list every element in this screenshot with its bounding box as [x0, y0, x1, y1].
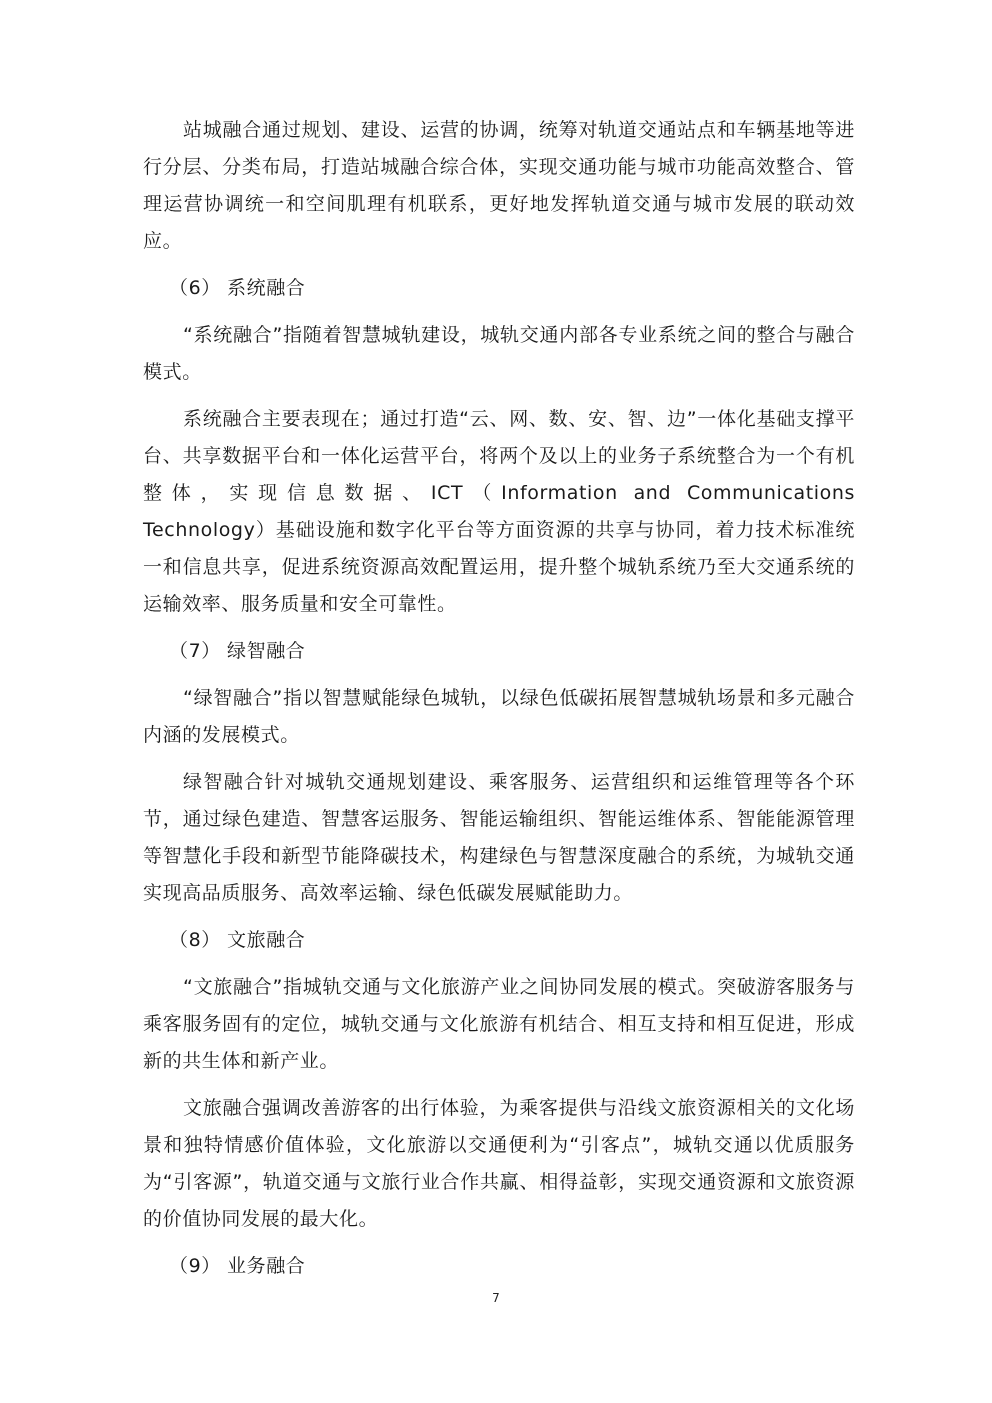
- paragraph-green-smart-definition: “绿智融合”指以智慧赋能绿色城轨，以绿色低碳拓展智慧城轨场景和多元融合内涵的发展模式。: [143, 687, 855, 746]
- section-title: 文旅融合: [227, 929, 306, 951]
- section-heading-6: [143, 270, 855, 307]
- page-body: [143, 112, 855, 1285]
- section-heading-7: [143, 633, 855, 670]
- section-heading-9: [143, 1248, 855, 1285]
- paragraph-station-city-integration: 站城融合通过规划、建设、运营的协调，统筹对轨道交通站点和车辆基地等进行分层、分类布局，打造站城融合综合体，实现交通功能与城市功能高效整合、管理运营协调统一和空间肌理有机联系，更好地发挥轨道交通与城市发展的联动效应。: [143, 119, 855, 252]
- paragraph-system-integration-definition: “系统融合”指随着智慧城轨建设，城轨交通内部各专业系统之间的整合与融合模式。: [143, 324, 855, 383]
- section-title: 绿智融合: [227, 640, 306, 662]
- page-number: 7: [492, 1291, 500, 1305]
- section-title: 系统融合: [227, 277, 306, 299]
- paragraph-system-integration-detail: 系统融合主要表现在；通过打造“云、网、数、安、智、边”一体化基础支撑平台、共享数据平台和一体化运营平台，将两个及以上的业务子系统整合为一个有机整体，实现信息数据、ICT（Information and Communications Technology）基础设施和数字化平台等方面资源的共享与协同，着力技术标准统一和信息共享，促进系统资源高效配置运用，提升整个城轨系统乃至大交通系统的运输效率、服务质量和安全可靠性。: [143, 408, 855, 615]
- section-heading-8: [143, 922, 855, 959]
- paragraph-green-smart-detail: 绿智融合针对城轨交通规划建设、乘客服务、运营组织和运维管理等各个环节，通过绿色建造、智慧客运服务、智能运输组织、智能运维体系、智能能源管理等智慧化手段和新型节能降碳技术，构建绿色与智慧深度融合的系统，为城轨交通实现高品质服务、高效率运输、绿色低碳发展赋能助力。: [143, 771, 855, 904]
- section-number: （9）: [169, 1255, 221, 1277]
- section-number: （8）: [169, 929, 221, 951]
- section-title: 业务融合: [227, 1255, 306, 1277]
- section-number: （6）: [169, 277, 221, 299]
- paragraph-culture-tourism-definition: “文旅融合”指城轨交通与文化旅游产业之间协同发展的模式。突破游客服务与乘客服务固有的定位，城轨交通与文化旅游有机结合、相互支持和相互促进，形成新的共生体和新产业。: [143, 976, 855, 1072]
- section-number: （7）: [169, 640, 221, 662]
- paragraph-culture-tourism-detail: 文旅融合强调改善游客的出行体验，为乘客提供与沿线文旅资源相关的文化场景和独特情感价值体验，文化旅游以交通便利为“引客点”，城轨交通以优质服务为“引客源”，轨道交通与文旅行业合作共赢、相得益彰，实现交通资源和文旅资源的价值协同发展的最大化。: [143, 1097, 855, 1230]
